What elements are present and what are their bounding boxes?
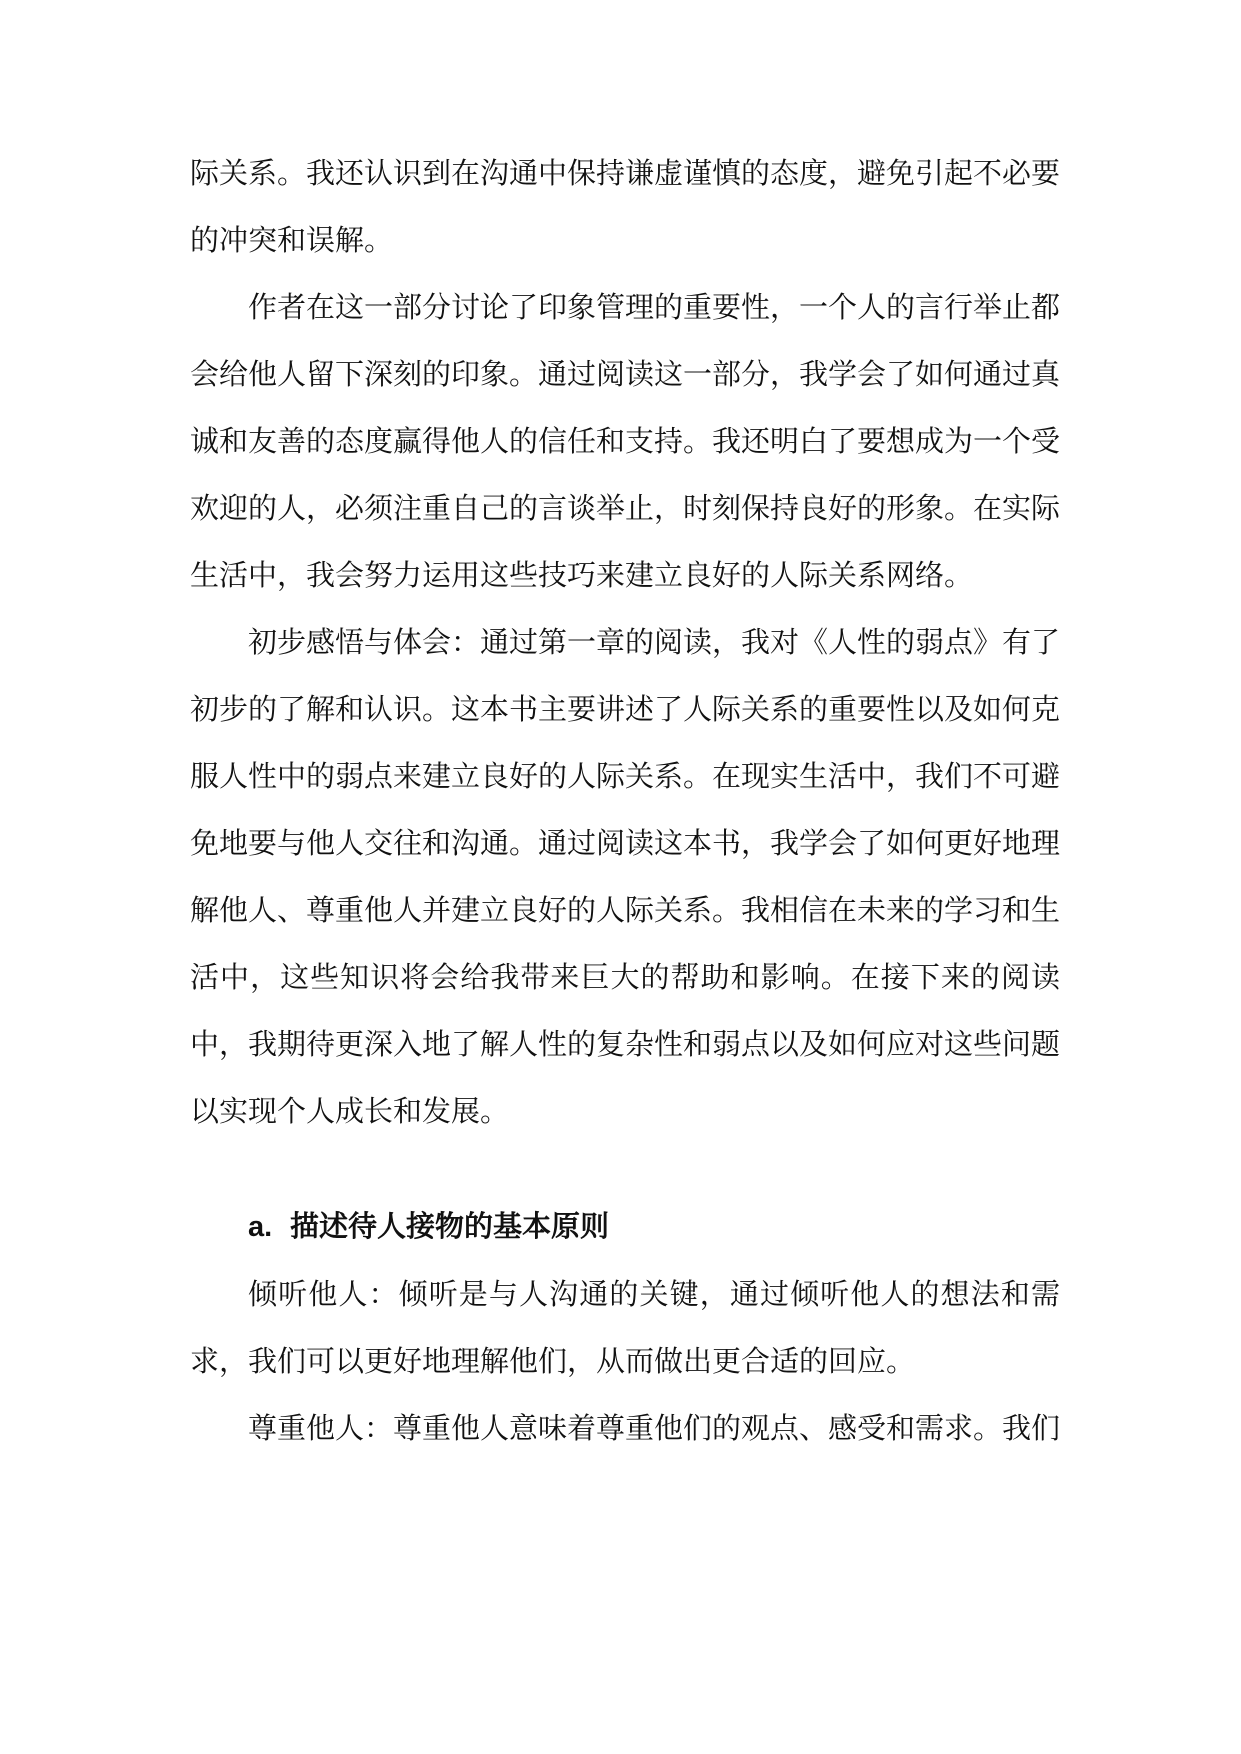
paragraph: 初步感悟与体会：通过第一章的阅读，我对《人性的弱点》有了初步的了解和认识。这本书主要讲述了人际关系的重要性以及如何克服人性中的弱点来建立良好的人际关系。在现实生活中，我们不可避免地要与他人交往和沟通。通过阅读这本书，我学会了如何更好地理解他人、尊重他人并建立良好的人际关系。我相信在未来的学习和生活中，这些知识将会给我带来巨大的帮助和影响。在接下来的阅读中，我期待更深入地了解人性的复杂性和弱点以及如何应对这些问题以实现个人成长和发展。: [190, 625, 1061, 1128]
heading-marker: a.: [248, 1211, 273, 1243]
heading-text: 描述待人接物的基本原则: [290, 1209, 610, 1243]
paragraph: 倾听他人：倾听是与人沟通的关键，通过倾听他人的想法和需求，我们可以更好地理解他们，从而做出更合适的回应。: [190, 1277, 1060, 1378]
document-body: [190, 140, 1060, 1462]
paragraph: 际关系。我还认识到在沟通中保持谦虚谨慎的态度，避免引起不必要的冲突和误解。: [190, 156, 1061, 257]
paragraph: 尊重他人：尊重他人意味着尊重他们的观点、感受和需求。我们: [248, 1411, 1061, 1445]
paragraph: 作者在这一部分讨论了印象管理的重要性，一个人的言行举止都会给他人留下深刻的印象。通过阅读这一部分，我学会了如何通过真诚和友善的态度赢得他人的信任和支持。我还明白了要想成为一个受欢迎的人，必须注重自己的言谈举止，时刻保持良好的形象。在实际生活中，我会努力运用这些技巧来建立良好的人际关系网络。: [190, 290, 1061, 592]
section-heading: [190, 1193, 1060, 1261]
